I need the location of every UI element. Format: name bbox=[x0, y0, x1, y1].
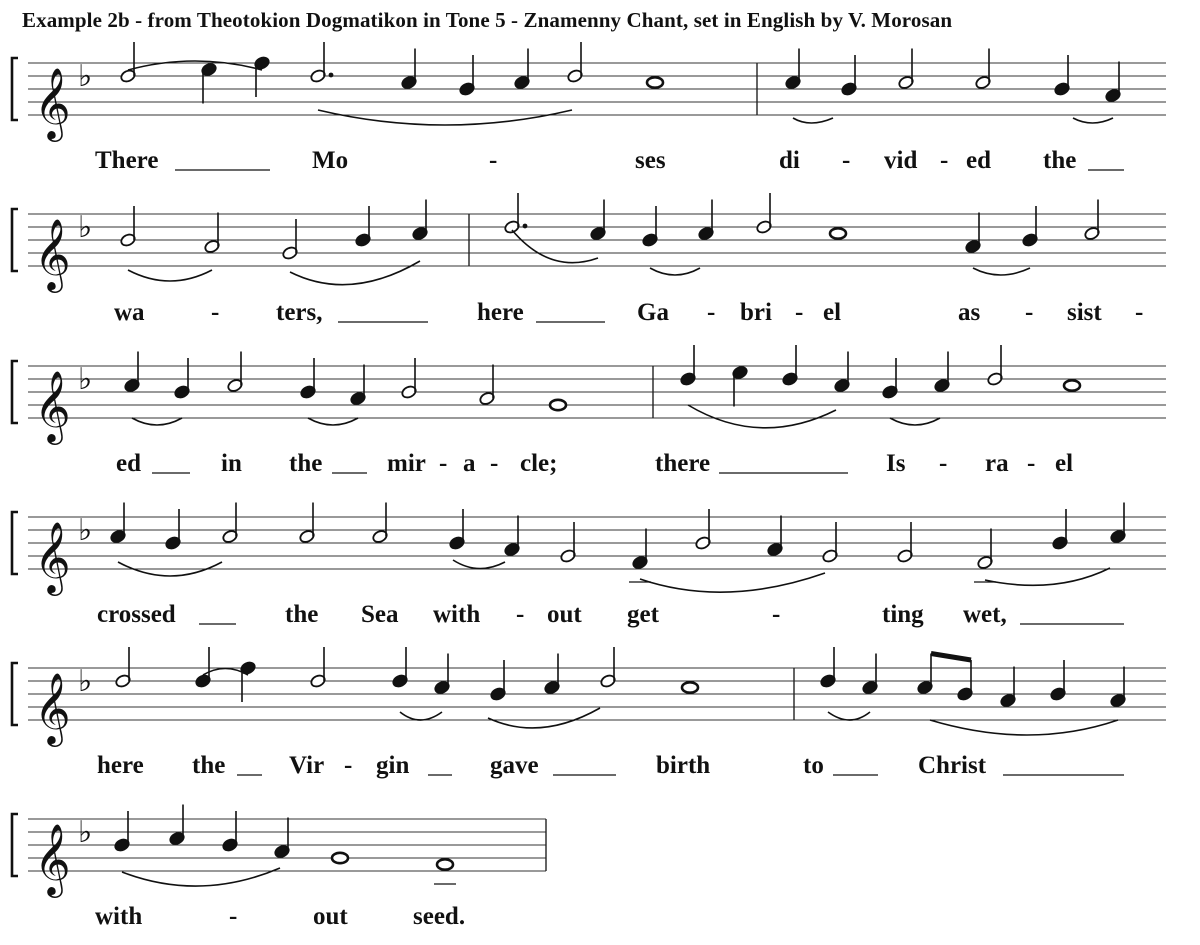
note bbox=[299, 503, 316, 544]
note bbox=[204, 213, 221, 254]
note bbox=[629, 529, 651, 583]
lyric-syllable: - bbox=[344, 752, 353, 779]
treble-clef-icon: 𝄞 bbox=[34, 66, 71, 139]
note bbox=[227, 352, 244, 393]
lyric-syllable: Is bbox=[886, 450, 906, 477]
staff-lines bbox=[28, 668, 1166, 720]
treble-clef-icon: 𝄞 bbox=[34, 520, 71, 593]
lyric-syllable: vid bbox=[884, 147, 918, 174]
lyric-syllable: - bbox=[939, 450, 948, 477]
lyric-syllable: ting bbox=[882, 601, 924, 628]
note bbox=[514, 49, 531, 90]
notes bbox=[114, 805, 456, 885]
note bbox=[1000, 667, 1017, 708]
staff-system-1 bbox=[12, 42, 1166, 174]
lyric-syllable: - bbox=[439, 450, 448, 477]
beam bbox=[931, 654, 971, 661]
lyric-syllable: ed bbox=[966, 147, 991, 174]
note bbox=[974, 529, 996, 583]
note bbox=[1064, 380, 1080, 390]
note bbox=[965, 213, 982, 254]
lyrics bbox=[95, 147, 1124, 174]
lyric-syllable: mir bbox=[387, 450, 426, 477]
note bbox=[785, 49, 802, 90]
lyric-syllable: Mo bbox=[312, 147, 349, 174]
lyric-syllable: - bbox=[489, 147, 498, 174]
lyrics bbox=[97, 752, 1124, 779]
lyric-syllable: a bbox=[463, 450, 476, 477]
lyric-syllable: - bbox=[772, 601, 781, 628]
lyric-syllable: - bbox=[1027, 450, 1036, 477]
lyric-syllable: - bbox=[211, 299, 220, 326]
flat-icon: ♭ bbox=[78, 664, 93, 699]
system-bracket bbox=[12, 58, 18, 120]
lyric-syllable: di bbox=[779, 147, 800, 174]
flat-icon: ♭ bbox=[78, 815, 93, 850]
lyric-syllable: ters, bbox=[276, 299, 323, 326]
treble-clef-icon: 𝄞 bbox=[34, 369, 71, 442]
slurs bbox=[203, 669, 1118, 736]
lyric-syllable: as bbox=[958, 299, 981, 326]
lyric-syllable: here bbox=[477, 299, 524, 326]
note bbox=[434, 654, 451, 695]
notes bbox=[120, 42, 1122, 104]
note bbox=[401, 49, 418, 90]
note bbox=[124, 352, 141, 393]
lyric-syllable: el bbox=[1055, 450, 1074, 477]
staff-lines bbox=[28, 517, 1166, 569]
staff-system-6 bbox=[12, 805, 546, 931]
system-bracket bbox=[12, 663, 18, 725]
lyric-syllable: ed bbox=[116, 450, 141, 477]
note bbox=[372, 503, 389, 544]
notes bbox=[115, 647, 1127, 708]
lyric-syllable: ra bbox=[985, 450, 1009, 477]
lyric-syllable: Vir bbox=[289, 752, 325, 779]
lyric-syllable: in bbox=[221, 450, 242, 477]
lyric-syllable: - bbox=[707, 299, 716, 326]
note bbox=[862, 654, 879, 695]
note bbox=[201, 62, 218, 103]
note bbox=[169, 805, 186, 846]
note bbox=[550, 400, 566, 410]
lyrics bbox=[116, 450, 1073, 477]
lyric-syllable: crossed bbox=[97, 601, 176, 628]
lyric-syllable: out bbox=[313, 903, 348, 930]
system-bracket bbox=[12, 209, 18, 271]
treble-clef-icon: 𝄞 bbox=[34, 822, 71, 895]
lyric-syllable: There bbox=[95, 147, 159, 174]
treble-clef-icon: 𝄞 bbox=[34, 671, 71, 744]
treble-clef-icon: 𝄞 bbox=[34, 217, 71, 290]
flat-icon: ♭ bbox=[78, 513, 93, 548]
staff-system-3 bbox=[12, 345, 1166, 477]
lyric-syllable: - bbox=[229, 903, 238, 930]
lyric-syllable: the bbox=[1043, 147, 1077, 174]
staff-lines bbox=[28, 63, 1166, 115]
lyric-syllable: the bbox=[285, 601, 319, 628]
slurs bbox=[118, 560, 1110, 592]
lyric-syllable: - bbox=[940, 147, 949, 174]
note bbox=[110, 503, 127, 544]
lyric-syllable: bri bbox=[740, 299, 772, 326]
lyric-syllable: gin bbox=[376, 752, 410, 779]
staff-system-2 bbox=[12, 193, 1166, 326]
system-bracket bbox=[12, 814, 18, 876]
note bbox=[1110, 667, 1127, 708]
lyric-syllable: wa bbox=[114, 299, 145, 326]
lyric-syllable: el bbox=[823, 299, 842, 326]
lyric-syllable: - bbox=[842, 147, 851, 174]
note bbox=[934, 352, 951, 393]
note bbox=[412, 200, 429, 241]
note bbox=[332, 853, 348, 863]
system-bracket bbox=[12, 512, 18, 574]
lyric-syllable: with bbox=[433, 601, 481, 628]
note bbox=[590, 200, 607, 241]
notes bbox=[110, 503, 1127, 583]
note bbox=[647, 77, 663, 87]
note bbox=[834, 352, 851, 393]
lyric-syllable: - bbox=[1025, 299, 1034, 326]
example-title: Example 2b - from Theotokion Dogmatikon in Tone 5 - Znamenny Chant, set in English by V. Morosan bbox=[22, 8, 953, 32]
note bbox=[479, 365, 496, 406]
lyric-syllable: the bbox=[289, 450, 323, 477]
note bbox=[682, 682, 698, 692]
lyric-syllable: gave bbox=[490, 752, 539, 779]
lyric-syllable: wet, bbox=[963, 601, 1007, 628]
lyrics bbox=[114, 299, 1143, 326]
lyric-syllable: cle; bbox=[520, 450, 558, 477]
note bbox=[767, 516, 784, 557]
lyric-syllable: with bbox=[95, 903, 143, 930]
lyric-syllable: out bbox=[547, 601, 582, 628]
note bbox=[1110, 503, 1127, 544]
note bbox=[698, 200, 715, 241]
lyric-syllable: birth bbox=[656, 752, 711, 779]
note bbox=[274, 818, 291, 859]
note bbox=[917, 654, 934, 695]
lyric-syllable: here bbox=[97, 752, 144, 779]
flat-icon: ♭ bbox=[78, 362, 93, 397]
lyric-syllable: the bbox=[192, 752, 226, 779]
note bbox=[898, 49, 915, 90]
staff-system-4 bbox=[12, 503, 1166, 629]
note bbox=[544, 654, 561, 695]
note bbox=[1084, 200, 1101, 241]
lyric-syllable: Christ bbox=[918, 752, 987, 779]
flat-icon: ♭ bbox=[78, 210, 93, 245]
note bbox=[504, 516, 521, 557]
lyrics bbox=[95, 903, 465, 930]
staff-system-5 bbox=[12, 647, 1166, 779]
note bbox=[222, 503, 239, 544]
note bbox=[350, 365, 367, 406]
lyric-syllable: sist bbox=[1067, 299, 1102, 326]
lyric-syllable: seed. bbox=[413, 903, 466, 930]
note bbox=[975, 49, 992, 90]
lyric-syllable: - bbox=[516, 601, 525, 628]
system-bracket bbox=[12, 361, 18, 423]
lyric-syllable: get bbox=[627, 601, 659, 628]
slurs bbox=[132, 405, 940, 428]
lyric-syllable: ses bbox=[635, 147, 666, 174]
flat-icon: ♭ bbox=[78, 59, 93, 94]
slurs bbox=[128, 230, 1030, 285]
notes bbox=[124, 345, 1080, 410]
lyric-syllable: to bbox=[803, 752, 824, 779]
lyric-syllable: - bbox=[795, 299, 804, 326]
note bbox=[434, 859, 456, 884]
note bbox=[830, 228, 846, 238]
lyric-syllable: - bbox=[490, 450, 499, 477]
lyric-syllable: - bbox=[1135, 299, 1144, 326]
lyric-syllable: Ga bbox=[637, 299, 669, 326]
note bbox=[732, 365, 749, 406]
note bbox=[1105, 62, 1122, 103]
lyrics bbox=[97, 601, 1124, 628]
lyric-syllable: Sea bbox=[361, 601, 399, 628]
staff-lines bbox=[28, 819, 546, 871]
lyric-syllable: there bbox=[655, 450, 711, 477]
